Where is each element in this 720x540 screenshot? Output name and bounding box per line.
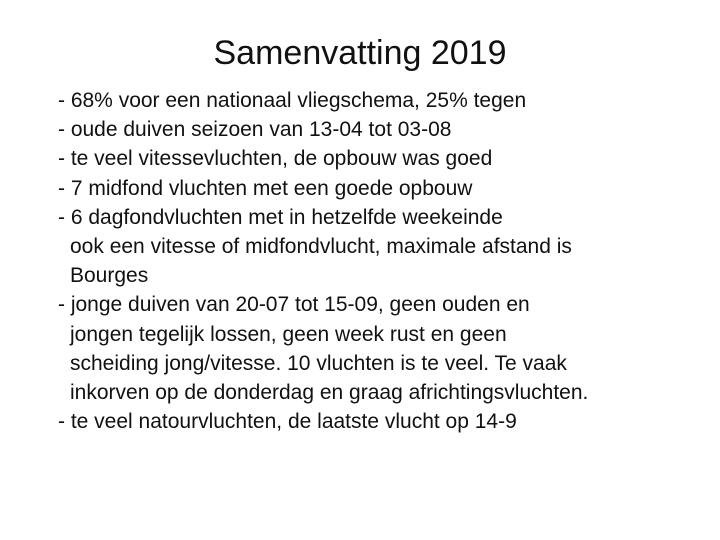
slide-body <box>58 86 708 436</box>
body-line: Bourges <box>70 264 149 288</box>
body-line: - jonge duiven van 20-07 tot 15-09, geen ouden en <box>58 293 530 317</box>
slide-title: Samenvatting 2019 <box>213 34 507 72</box>
body-line: scheiding jong/vitesse. 10 vluchten is te veel. Te vaak <box>70 351 567 375</box>
body-line: - te veel natourvluchten, de laatste vlucht op 14-9 <box>58 410 517 434</box>
body-line: - 6 dagfondvluchten met in hetzelfde weekeinde <box>58 205 503 229</box>
body-line: - 7 midfond vluchten met een goede opbouw <box>58 176 473 200</box>
body-line: - oude duiven seizoen van 13-04 tot 03-08 <box>58 118 452 142</box>
body-line: - te veel vitessevluchten, de opbouw was goed <box>58 147 493 171</box>
body-line: jongen tegelijk lossen, geen week rust en geen <box>70 322 507 346</box>
body-line: inkorven op de donderdag en graag africhtingsvluchten. <box>70 381 589 405</box>
body-line: ook een vitesse of midfondvlucht, maximale afstand is <box>70 235 572 259</box>
body-line: - 68% voor een nationaal vliegschema, 25% tegen <box>58 89 527 112</box>
